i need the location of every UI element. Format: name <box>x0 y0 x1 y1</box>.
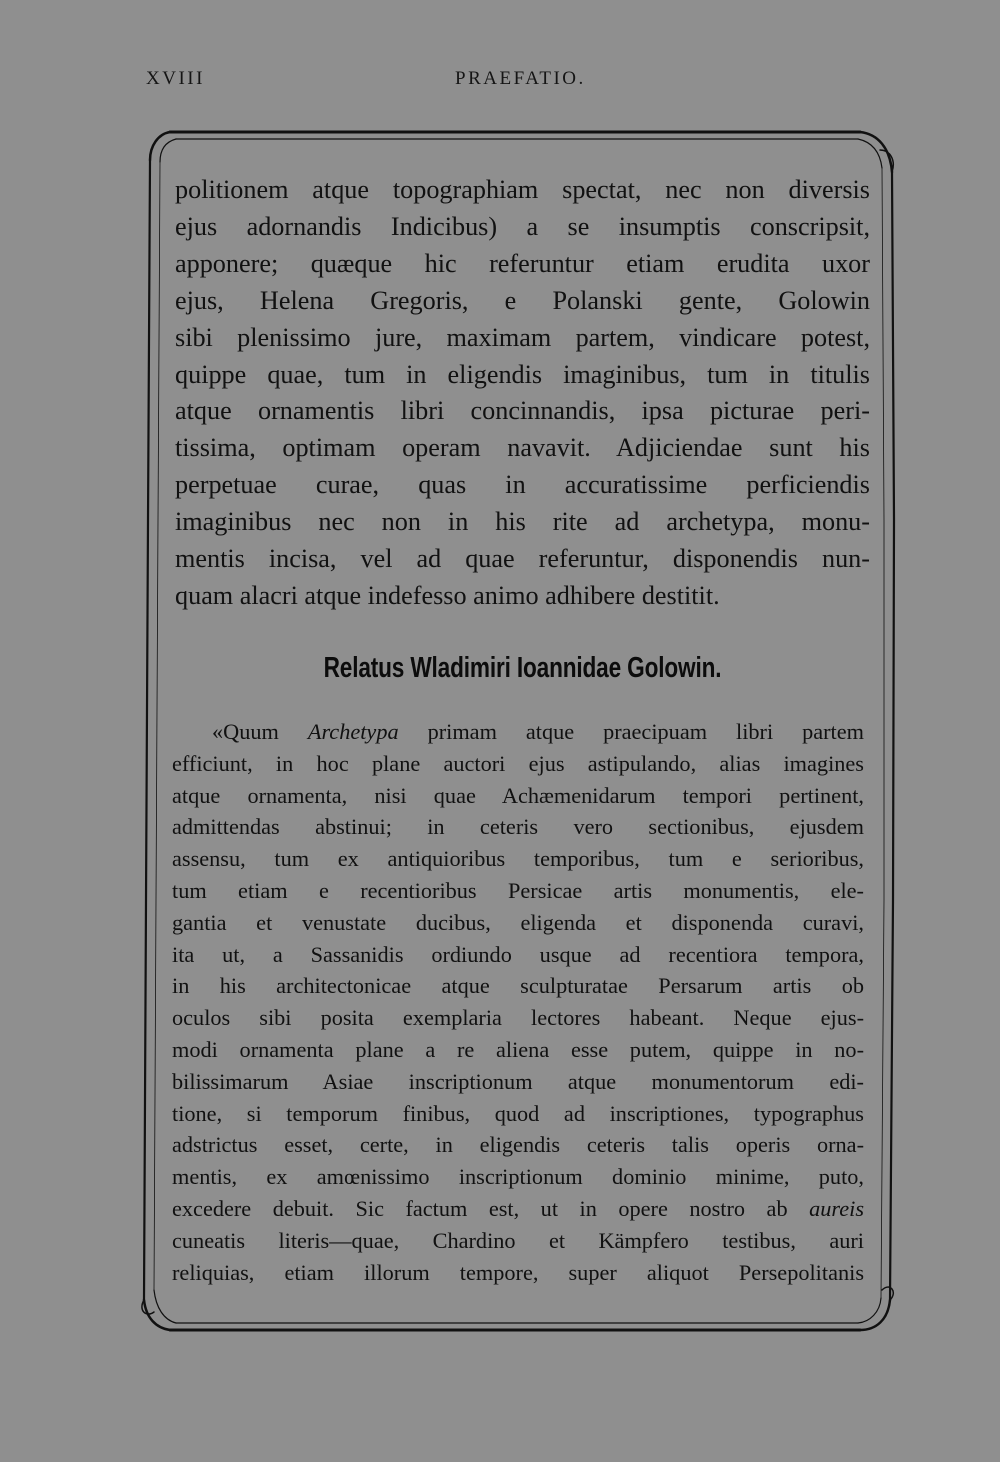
relatus-paragraph <box>172 716 864 1288</box>
text-segment: bilissimarum Asiae inscriptionum atque monumentorum edi- <box>172 1068 864 1094</box>
text-line <box>172 1193 864 1225</box>
text-line <box>172 843 864 875</box>
text-segment: gantia et venustate ducibus, eligenda et disponenda curavi, <box>172 909 864 935</box>
running-head-title: PRAEFATIO. <box>455 68 586 89</box>
text-line <box>172 875 864 907</box>
text-line: tissima, optimam operam navavit. Adjiciendae sunt his <box>175 433 870 463</box>
text-line <box>172 811 864 843</box>
text-line <box>172 939 864 971</box>
preface-paragraph-continued <box>175 172 870 615</box>
text-segment: primam atque praecipuam libri partem <box>398 719 864 744</box>
text-line: apponere; quæque hic referuntur etiam erudita uxor <box>175 248 870 278</box>
text-line <box>172 1034 864 1066</box>
text-line <box>172 1098 864 1130</box>
text-segment: tum etiam e recentioribus Persicae artis monumentis, ele- <box>172 877 864 903</box>
text-line: quam alacri atque indefesso animo adhibere destitit. <box>175 580 720 610</box>
text-line: politionem atque topographiam spectat, nec non diversis <box>175 175 870 204</box>
text-segment: cuneatis literis—quae, Chardino et Kämpfero testibus, auri <box>172 1227 864 1253</box>
text-line: ejus adornandis Indicibus) a se insumptis conscripsit, <box>175 211 870 241</box>
text-segment: reliquias, etiam illorum tempore, super aliquot Persepolitanis <box>172 1259 864 1285</box>
text-segment: admittendas abstinui; in ceteris vero sectionibus, ejusdem <box>172 814 864 840</box>
text-segment: adstrictus esset, certe, in eligendis ceteris talis operis orna- <box>172 1132 864 1158</box>
text-line <box>172 1129 864 1161</box>
text-line <box>172 1257 864 1289</box>
text-line <box>172 1066 864 1098</box>
text-line: imaginibus nec non in his rite ad archetypa, monu- <box>175 507 870 537</box>
text-segment: mentis, ex amœnissimo inscriptionum dominio minime, puto, <box>172 1164 864 1190</box>
text-line <box>172 907 864 939</box>
text-line: quippe quae, tum in eligendis imaginibus, tum in titulis <box>175 359 870 389</box>
text-segment: in his architectonicae atque sculpturatae Persarum artis ob <box>172 973 864 999</box>
text-line <box>172 970 864 1002</box>
text-segment: modi ornamenta plane a re aliena esse putem, quippe in no- <box>172 1036 864 1062</box>
text-segment: oculos sibi posita exemplaria lectores habeant. Neque ejus- <box>172 1005 864 1031</box>
text-segment: assensu, tum ex antiquioribus temporibus, tum e serioribus, <box>172 846 864 872</box>
text-segment: excedere debuit. Sic factum est, ut in opere nostro ab <box>172 1195 810 1221</box>
text-segment: tione, si temporum finibus, quod ad inscriptiones, typographus <box>172 1100 864 1126</box>
text-line <box>172 1225 864 1257</box>
page-number: XVIII <box>146 68 205 89</box>
text-segment: ita ut, a Sassanidis ordiundo usque ad recentiora tempora, <box>172 941 864 967</box>
text-segment: efficiunt, in hoc plane auctori ejus astipulando, alias imagines <box>172 750 864 776</box>
text-line <box>172 748 864 780</box>
text-line: perpetuae curae, quas in accuratissime perficiendis <box>175 470 870 500</box>
italic-word: aureis <box>809 1195 864 1221</box>
text-segment: «Quum <box>212 719 308 744</box>
text-segment: atque ornamenta, nisi quae Achæmenidarum tempori pertinent, <box>172 782 864 808</box>
section-heading: Relatus Wladimiri Ioannidae Golowin. <box>323 652 722 684</box>
text-line: ejus, Helena Gregoris, e Polanski gente, Golowin <box>175 285 870 315</box>
text-line <box>172 780 864 812</box>
text-line: mentis incisa, vel ad quae referuntur, disponendis nun- <box>175 544 870 574</box>
text-line <box>172 1002 864 1034</box>
text-line <box>172 1161 864 1193</box>
italic-word: Archetypa <box>307 719 399 744</box>
text-line: sibi plenissimo jure, maximam partem, vindicare potest, <box>175 322 870 352</box>
text-line <box>172 716 864 748</box>
text-line: atque ornamentis libri concinnandis, ipsa picturae peri- <box>175 396 870 426</box>
